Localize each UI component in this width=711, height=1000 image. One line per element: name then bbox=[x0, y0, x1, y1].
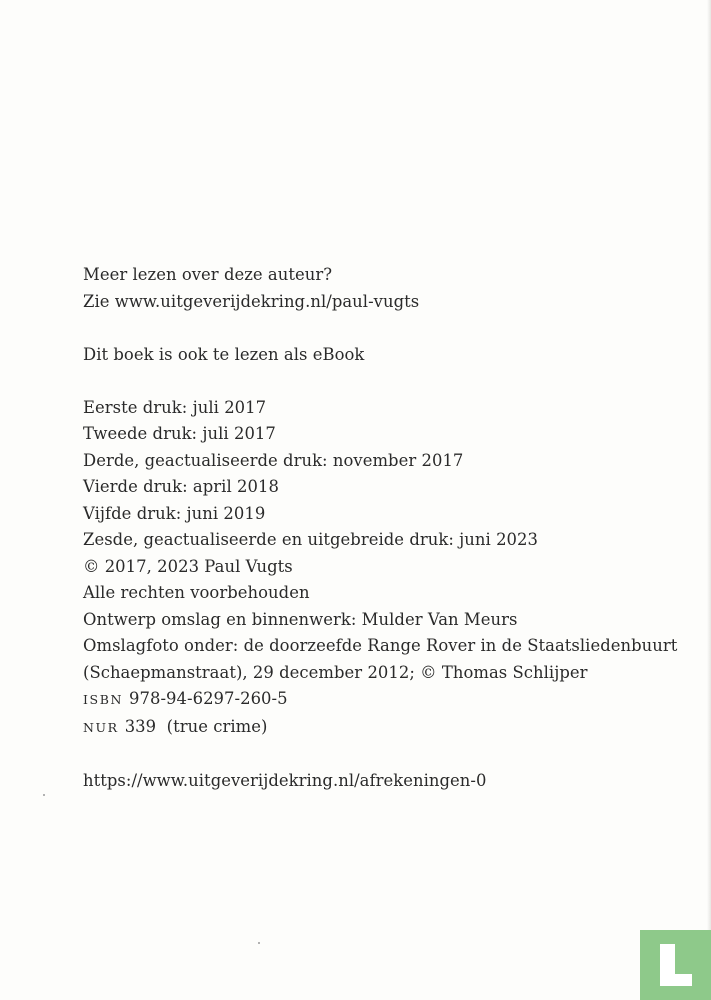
printing-2: Tweede druk: juli 2017 bbox=[83, 424, 276, 443]
nur-line bbox=[83, 714, 683, 742]
printing-1: Eerste druk: juli 2017 bbox=[83, 397, 267, 417]
paper-speck bbox=[258, 942, 260, 944]
rights: Alle rechten voorbehouden bbox=[83, 583, 310, 602]
colophon bbox=[83, 262, 683, 794]
nur-label: NUR bbox=[83, 719, 119, 735]
cover-photo-line-2: (Schaepmanstraat), 29 december 2012; © Thomas Schlijper bbox=[83, 662, 588, 682]
paper-speck bbox=[43, 794, 45, 796]
publisher-logo bbox=[640, 930, 711, 1000]
page-edge bbox=[707, 0, 711, 1000]
design-credit: Ontwerp omslag en binnenwerk: Mulder Van Meurs bbox=[83, 609, 518, 629]
printing-3: Derde, geactualiseerde druk: november 2017 bbox=[83, 450, 464, 470]
author-info-line-1: Meer lezen over deze auteur? bbox=[83, 265, 333, 284]
isbn-label: ISBN bbox=[83, 692, 124, 707]
printing-6: Zesde, geactualiseerde en uitgebreide druk: juni 2023 bbox=[83, 530, 538, 549]
book-url: https://www.uitgeverijdekring.nl/afrekeningen-0 bbox=[83, 770, 487, 790]
printing-5: Vijfde druk: juni 2019 bbox=[83, 503, 266, 523]
printing-4: Vierde druk: april 2018 bbox=[83, 477, 279, 496]
author-info-line-2: Zie www.uitgeverijdekring.nl/paul-vugts bbox=[83, 291, 420, 311]
copyright: © 2017, 2023 Paul Vugts bbox=[83, 556, 293, 576]
isbn-value: 978-94-6297-260-5 bbox=[129, 689, 288, 708]
ebook-note: Dit boek is ook te lezen als eBook bbox=[83, 344, 365, 364]
cover-photo-line-1: Omslagfoto onder: de doorzeefde Range Rover in de Staatsliedenbuurt bbox=[83, 636, 678, 655]
nur-value: 339 (true crime) bbox=[124, 716, 268, 736]
isbn-line bbox=[83, 686, 683, 714]
